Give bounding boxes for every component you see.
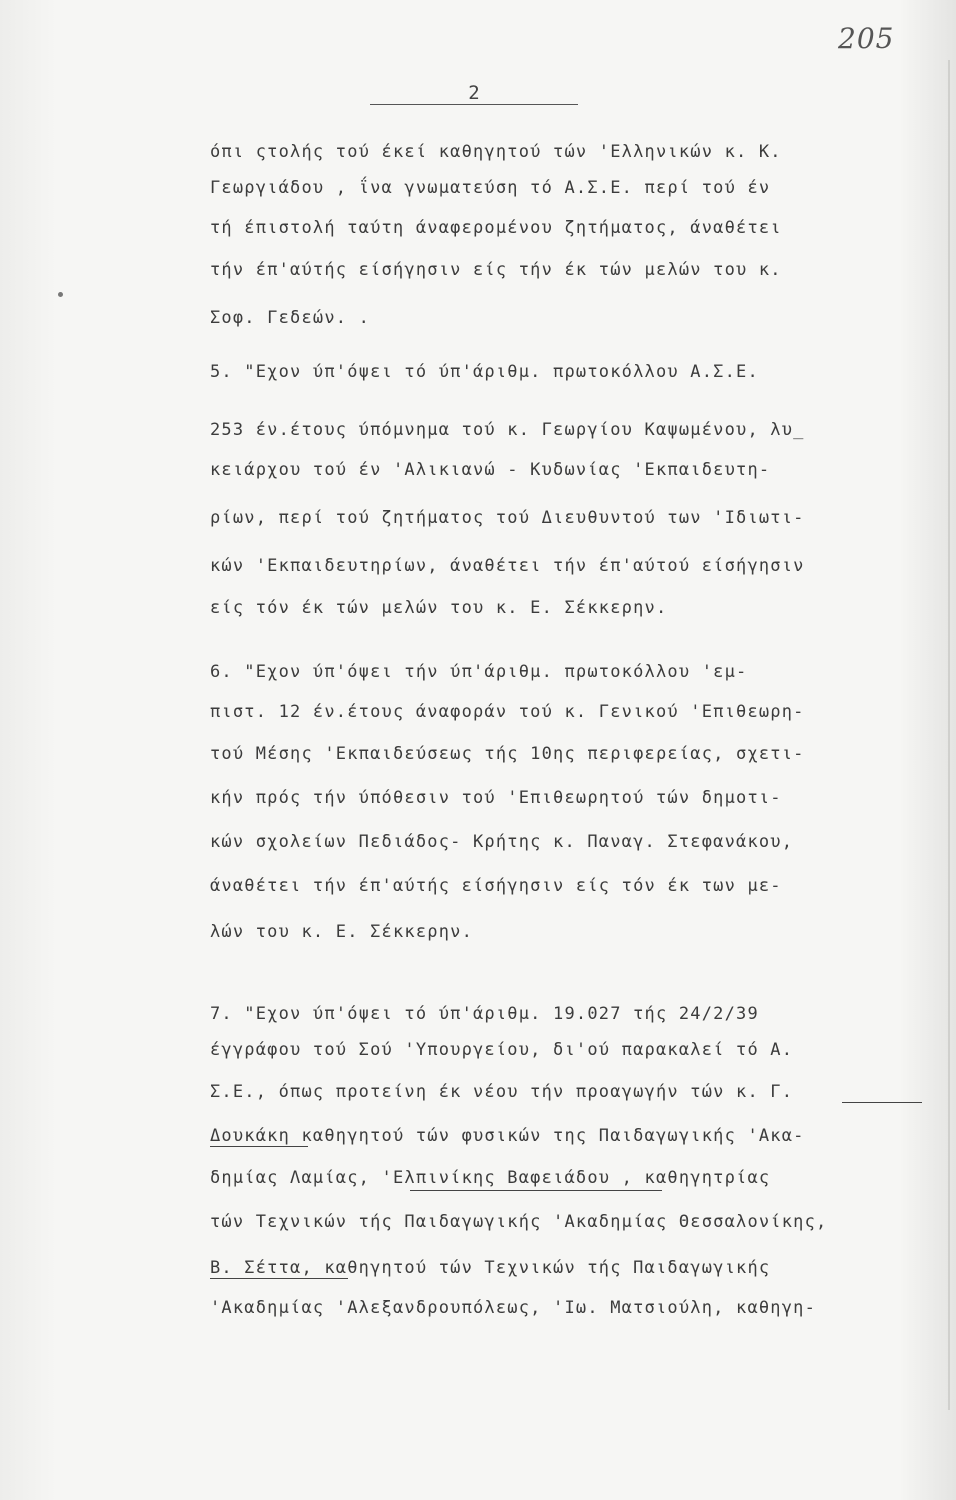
text-line: τών Τεχνικών τής Παιδαγωγικής 'Ακαδημίας Θεσσαλονίκης,	[210, 1212, 828, 1232]
text-line: πιστ. 12 έν.έτους άναφοράν τού κ. Γενικού 'Επιθεωρη-	[210, 702, 805, 722]
text-line: Β. Σέττα, καθηγητού τών Τεχνικών τής Παιδαγωγικής	[210, 1258, 771, 1278]
text-line: έγγράφου τού Σού 'Υπουργείου, δι'ού παρακαλεί τό Α.	[210, 1040, 794, 1060]
text-line: 253 έν.έτους ύπόμνημα τού κ. Γεωργίου Καψωμένου, λυ_	[210, 420, 805, 440]
name-underline	[210, 1146, 308, 1147]
name-underline	[210, 1278, 348, 1279]
text-line: όπι ςτολής τού έκεί καθηγητού τών 'Ελληνικών κ. Κ.	[210, 142, 782, 162]
text-line: λών του κ. Ε. Σέκκερην.	[210, 922, 474, 942]
text-line: 'Ακαδημίας 'Αλεξανδρουπόλεως, 'Ιω. Ματσιούλη, καθηγη-	[210, 1298, 817, 1318]
text-line: τή έπιστολή ταύτη άναφερομένου ζητήματος, άναθέτει	[210, 218, 782, 238]
text-line: άναθέτει τήν έπ'αύτής είσήγησιν είς τόν έκ των με-	[210, 876, 782, 896]
text-line: ρίων, περί τού ζητήματος τού Διευθυντού των 'Ιδιωτι-	[210, 508, 805, 528]
text-line: Γεωργιάδου , ΐνα γνωματεύση τό Α.Σ.Ε. περί τού έν	[210, 178, 771, 198]
margin-dot	[58, 292, 63, 297]
text-line: δημίας Λαμίας, 'Ελπινίκης Βαφειάδου , καθηγητρίας	[210, 1168, 771, 1188]
text-line: κών 'Εκπαιδευτηρίων, άναθέτει τήν έπ'αύτού είσήγησιν	[210, 556, 805, 576]
text-line: Δουκάκη καθηγητού τών φυσικών της Παιδαγωγικής 'Ακα-	[210, 1126, 805, 1146]
text-line: Σοφ. Γεδεών. .	[210, 308, 371, 328]
text-line: κειάρχου τού έν 'Αλικιανώ - Κυδωνίας 'Εκπαιδευτη-	[210, 460, 771, 480]
text-line: 5. "Εχον ύπ'όψει τό ύπ'άριθμ. πρωτοκόλλου Α.Σ.Ε.	[210, 362, 759, 382]
page-number-header: 2	[370, 82, 578, 105]
text-line: κήν πρός τήν ύπόθεσιν τού 'Επιθεωρητού τών δημοτι-	[210, 788, 782, 808]
text-line: κών σχολείων Πεδιάδος- Κρήτης κ. Παναγ. Στεφανάκου,	[210, 832, 794, 852]
text-line: τού Μέσης 'Εκπαιδεύσεως τής 10ης περιφερείας, σχετι-	[210, 744, 805, 764]
text-line: είς τόν έκ τών μελών του κ. Ε. Σέκκερην.	[210, 598, 668, 618]
name-underline	[842, 1102, 922, 1103]
page-edge-shadow	[948, 60, 950, 1410]
text-line: 6. "Εχον ύπ'όψει τήν ύπ'άριθμ. πρωτοκόλλου 'εμ-	[210, 662, 748, 682]
text-line: τήν έπ'αύτής είσήγησιν είς τήν έκ τών μελών του κ.	[210, 260, 782, 280]
name-underline	[410, 1190, 662, 1191]
folio-number: 205	[838, 22, 895, 55]
text-line: Σ.Ε., όπως προτείνη έκ νέου τήν προαγωγήν τών κ. Γ.	[210, 1082, 794, 1102]
text-line: 7. "Εχον ύπ'όψει τό ύπ'άριθμ. 19.027 τής 24/2/39	[210, 1004, 759, 1024]
